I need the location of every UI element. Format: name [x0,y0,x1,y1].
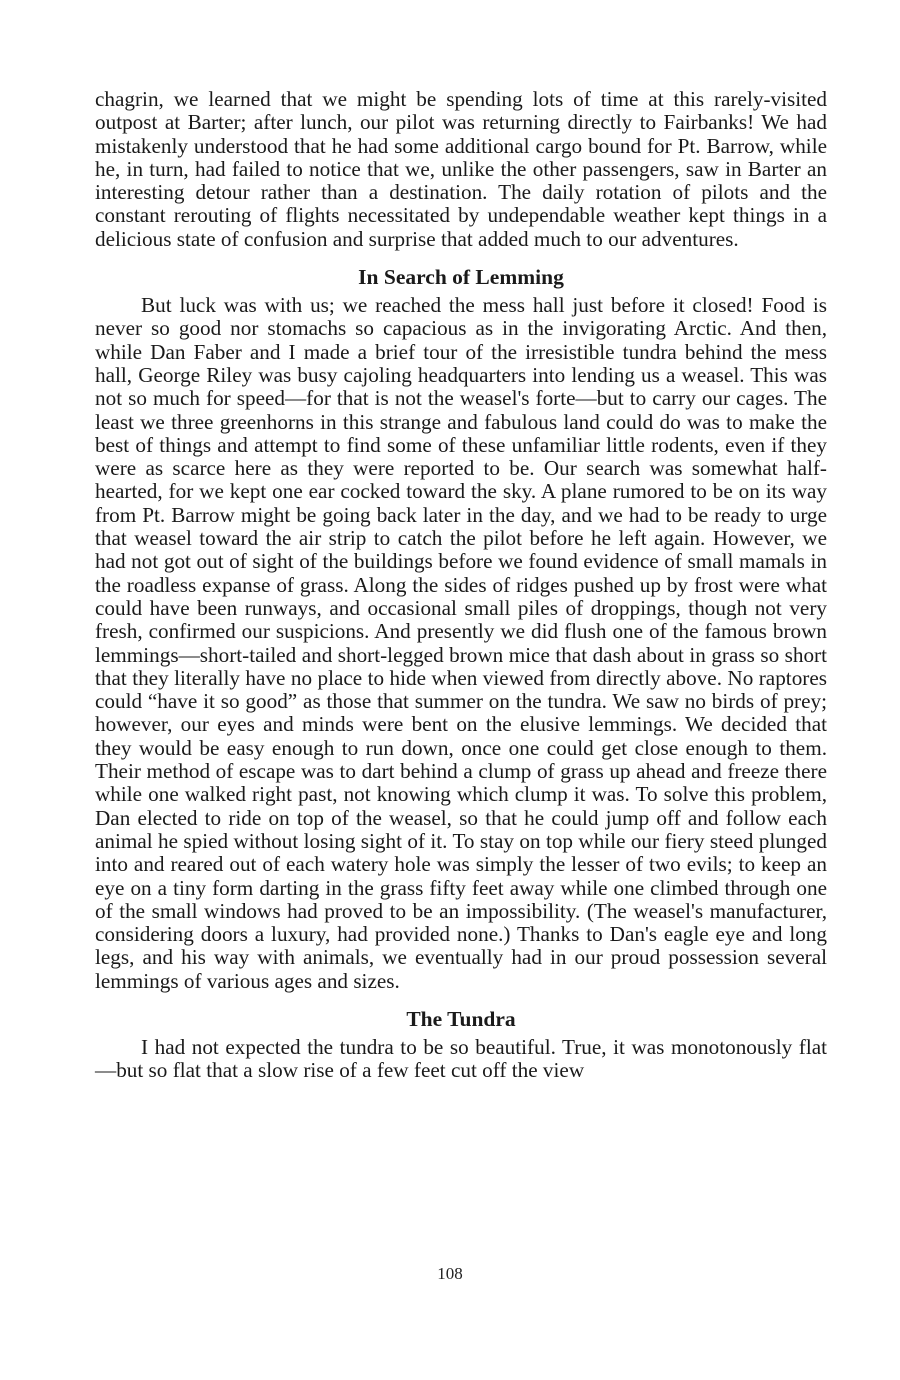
section-heading: The Tundra [406,1006,516,1031]
section-heading: In Search of Lemming [358,265,564,290]
body-paragraph: But luck was with us; we reached the mess hall just before it closed! Food is never so good nor stomachs so capacious as in the invigorating Arctic. And then, while Dan Faber and I made a brief tour of the irresistible tundra behind the mess hall, George Riley was busy cajoling headquarters into lending us a weasel. This was not so much for speed—for that is not the weasel's forte—but to carry our cages. The least we three greenhorns in this strange and fabulous land could do was to make the best of things and attempt to find some of these unfamiliar little rodents, even if they were as scarce here as they were reported to be. Our search was somewhat half-hearted, for we kept one ear cocked toward the sky. A plane rumored to be on its way from Pt. Barrow might be going back later in the day, and we had to be ready to urge that weasel toward the air strip to catch the pilot before he left again. However, we had not got out of sight of the buildings before we found evidence of small mamals in the roadless expanse of grass. Along the sides of ridges pushed up by frost were what could have been runways, and occasional small piles of droppings, though not very fresh, confirmed our suspicions. And presently we did flush one of the famous brown lemmings—short-tailed and short-legged brown mice that dash about in grass so short that they literally have no place to hide when viewed from directly above. No raptores could “have it so good” as those that summer on the tundra. We saw no birds of prey; however, our eyes and minds were bent on the elusive lemmings. We decided that they would be easy enough to run down, once one could get close enough to them. Their method of escape was to dart behind a clump of grass up ahead and freeze there while one walked right past, not knowing which clump it was. To solve this problem, Dan elected to ride on top of the weasel, so that he could jump off and follow each animal he spied without losing sight of it. To stay on top while our fiery steed plunged into and reared out of each watery hole was simply the lesser of two evils; to keep an eye on a tiny form darting in the grass fifty feet away while one climbed through one of the small windows had proved to be an impossibility. (The weasel's manufacturer, considering doors a luxury, had provided none.) Thanks to Dan's eagle eye and long legs, and his way with animals, we eventually had in our proud possession several lemmings of various ages and sizes. [95,293,827,993]
page-body [95,88,827,1083]
body-paragraph: I had not expected the tundra to be so beautiful. True, it was monotonously flat—but so flat that a slow rise of a few feet cut off the view [95,1034,827,1083]
page-number: 108 [437,1264,463,1283]
body-paragraph: chagrin, we learned that we might be spending lots of time at this rarely-visited outpost at Barter; after lunch, our pilot was returning directly to Fairbanks! We had mistakenly understood that he had some additional cargo bound for Pt. Barrow, while he, in turn, had failed to notice that we, unlike the other passengers, saw in Barter an interesting detour rather than a destination. The daily rotation of pilots and the constant rerouting of flights necessitated by undependable weather kept things in a delicious state of confusion and surprise that added much to our adventures. [95,87,827,251]
